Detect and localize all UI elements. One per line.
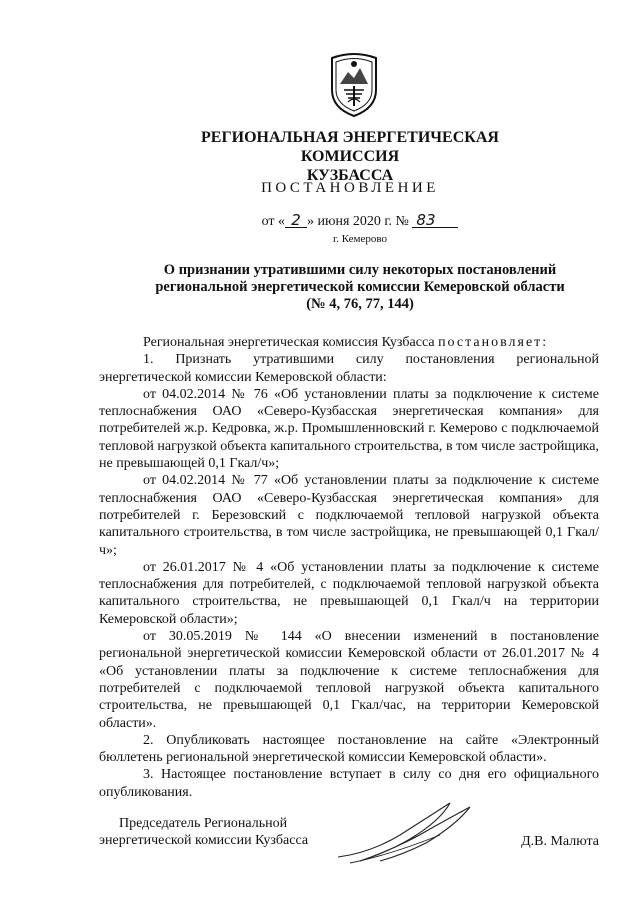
paragraph-2: 2. Опубликовать настоящее постановление на сайте «Электронный бюллетень региональной энергетической комиссии Кемеровской области». (99, 732, 599, 766)
intro-text: Региональная энергетическая комиссия Кузбасса (143, 335, 439, 350)
paragraph-1b: от 04.02.2014 № 77 «Об установлении платы за подключение к системе теплоснабжения ОАО «Северо-Кузбасская энергетическая компания» для потребителей г. Березовский с подключаемой тепловой нагрузкой объекта капитального строительства, в том числе застройщика, не превышающей 0,1 Гкал/ч»; (99, 473, 599, 558)
signatory-position (99, 815, 379, 850)
date-prefix: от « (261, 214, 286, 229)
coat-of-arms-emblem (326, 50, 382, 118)
document-number: 83 (412, 213, 458, 228)
city: г. Кемерово (332, 233, 388, 245)
signatory-name: Д.В. Малюта (521, 834, 599, 849)
title-line-3: (№ 4, 76, 77, 144) (306, 296, 414, 312)
paragraph-3: 3. Настоящее постановление вступает в силу со дня его официального опубликования. (99, 767, 599, 800)
date-day: 2 (285, 213, 307, 228)
paragraph-1c: от 26.01.2017 № 4 «Об установлении платы за подключение к системе теплоснабжения для потребителей, с подключаемой тепловой нагрузкой объекта капитального строительства, не превышающей 0,1 Гкал/ч на территории Кемеровской области»; (99, 559, 599, 627)
document-type: ПОСТАНОВЛЕНИЕ (261, 180, 439, 196)
document-body (99, 334, 599, 801)
position-line-1: Председатель Региональной (119, 816, 288, 831)
date-middle: » июня 2020 г. № (307, 214, 409, 229)
date-line (200, 213, 520, 230)
intro-resolves: постановляет: (438, 335, 549, 350)
position-line-2: энергетической комиссии Кузбасса (99, 833, 309, 849)
title-line-1: О признании утратившими силу некоторых постановлений (163, 262, 557, 278)
organization-line-2: КУЗБАССА (306, 167, 394, 184)
paragraph-1a: от 04.02.2014 № 76 «Об установлении платы за подключение к системе теплоснабжения ОАО «Северо-Кузбасская энергетическая компания» для потребителей ж.р. Кедровка, ж.р. Промышленновский г. Кемерово с подключаемой тепловой нагрузкой объекта капитального строительства, в том числе застройщика, не превышающей 0,1 Гкал/ч»; (99, 386, 599, 472)
paragraph-1d: от 30.05.2019 № 144 «О внесении изменений в постановление региональной энергетической комиссии Кемеровской области от 26.01.2017 № 4 «Об установлении платы за подключение к системе теплоснабжения для потребителей с подключаемой тепловой нагрузкой объекта капитального строительства, не превышающей 0,1 Гкал/час, на территории Кемеровской области». (99, 629, 599, 731)
document-title (140, 262, 580, 313)
title-line-2: региональной энергетической комиссии Кемеровской области (155, 279, 565, 295)
intro-paragraph (99, 334, 599, 351)
organization-line-1: РЕГИОНАЛЬНАЯ ЭНЕРГЕТИЧЕСКАЯ КОМИССИЯ (201, 129, 499, 165)
paragraph-1: 1. Признать утратившими силу постановления региональной энергетической комиссии Кемеровской области: (99, 352, 599, 385)
organization-name (150, 128, 550, 185)
